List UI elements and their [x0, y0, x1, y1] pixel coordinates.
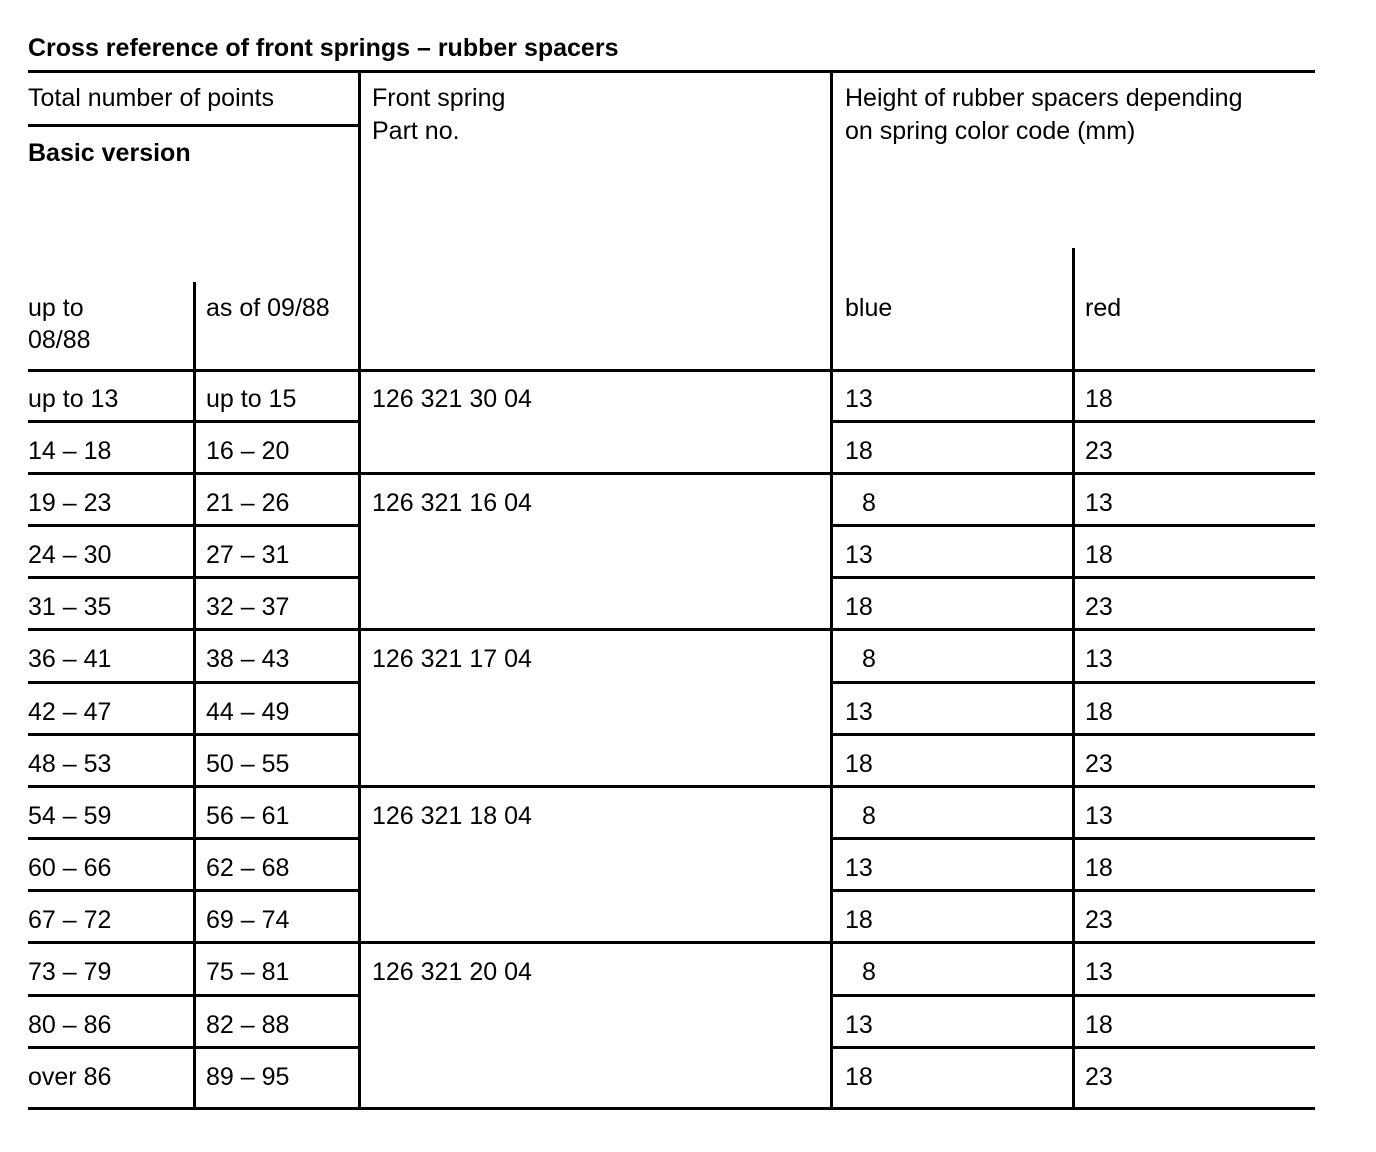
cell-as-of: 62 – 68: [206, 854, 290, 882]
cell-red: 13: [1085, 645, 1113, 673]
cell-red: 18: [1085, 385, 1113, 413]
row-rule-left: [28, 733, 360, 736]
cell-up-to: 60 – 66: [28, 854, 112, 882]
cell-blue: 8: [862, 958, 876, 986]
group-rule: [28, 628, 1315, 631]
group-rule: [28, 785, 1315, 788]
cell-as-of: 38 – 43: [206, 645, 290, 673]
group-rule: [28, 941, 1315, 944]
cell-blue: 18: [845, 593, 873, 621]
cell-up-to: up to 13: [28, 385, 119, 413]
cell-part-no: 126 321 18 04: [372, 802, 532, 830]
red-label: red: [1085, 294, 1122, 322]
cell-red: 23: [1085, 906, 1113, 934]
row-rule-right: [830, 994, 1315, 997]
cell-red: 18: [1085, 854, 1113, 882]
cell-blue: 13: [845, 698, 873, 726]
cell-red: 23: [1085, 1063, 1113, 1091]
cell-up-to: 48 – 53: [28, 750, 112, 778]
row-rule-right: [830, 420, 1315, 423]
cell-up-to: 36 – 41: [28, 645, 112, 673]
cell-blue: 18: [845, 750, 873, 778]
header-top-rule: [28, 70, 1315, 73]
cell-red: 13: [1085, 958, 1113, 986]
row-rule-left: [28, 1046, 360, 1049]
cell-as-of: 44 – 49: [206, 698, 290, 726]
cell-red: 23: [1085, 750, 1113, 778]
row-rule-right: [830, 1046, 1315, 1049]
cell-part-no: 126 321 20 04: [372, 958, 532, 986]
cell-part-no: 126 321 17 04: [372, 645, 532, 673]
row-rule-right: [830, 681, 1315, 684]
cell-up-to: 14 – 18: [28, 437, 112, 465]
cell-blue: 18: [845, 1063, 873, 1091]
cell-as-of: 69 – 74: [206, 906, 290, 934]
cell-up-to: 31 – 35: [28, 593, 112, 621]
row-rule-right: [830, 889, 1315, 892]
up-to-label-line2: 08/88: [28, 326, 91, 354]
cell-blue: 8: [862, 802, 876, 830]
cell-as-of: 89 – 95: [206, 1063, 290, 1091]
cell-up-to: 54 – 59: [28, 802, 112, 830]
cell-blue: 13: [845, 541, 873, 569]
cell-up-to: over 86: [28, 1063, 112, 1091]
red-divider: [1072, 248, 1075, 1110]
cell-blue: 13: [845, 1011, 873, 1039]
cell-red: 18: [1085, 1011, 1113, 1039]
cell-as-of: 16 – 20: [206, 437, 290, 465]
cell-up-to: 67 – 72: [28, 906, 112, 934]
cell-red: 18: [1085, 698, 1113, 726]
row-rule-right: [830, 576, 1315, 579]
as-of-label: as of 09/88: [206, 294, 330, 322]
cell-red: 23: [1085, 593, 1113, 621]
front-spring-label-line1: Front spring: [372, 84, 506, 112]
header-bottom-rule: [28, 369, 1315, 372]
row-rule-left: [28, 889, 360, 892]
cell-as-of: 56 – 61: [206, 802, 290, 830]
cell-up-to: 24 – 30: [28, 541, 112, 569]
cell-blue: 8: [862, 645, 876, 673]
cell-as-of: 50 – 55: [206, 750, 290, 778]
cell-part-no: 126 321 16 04: [372, 489, 532, 517]
cell-as-of: up to 15: [206, 385, 297, 413]
cell-up-to: 42 – 47: [28, 698, 112, 726]
row-rule-left: [28, 681, 360, 684]
height-divider: [830, 70, 833, 1110]
row-rule-left: [28, 420, 360, 423]
total-points-label: Total number of points: [28, 84, 274, 112]
cell-red: 13: [1085, 802, 1113, 830]
cell-as-of: 21 – 26: [206, 489, 290, 517]
row-rule-left: [28, 994, 360, 997]
row-rule-right: [830, 837, 1315, 840]
cell-part-no: 126 321 30 04: [372, 385, 532, 413]
up-to-label-line1: up to: [28, 294, 84, 322]
cell-red: 23: [1085, 437, 1113, 465]
row-rule-left: [28, 837, 360, 840]
group-rule: [28, 472, 1315, 475]
document-title: Cross reference of front springs – rubber spacers: [28, 34, 619, 62]
front-spring-label-line2: Part no.: [372, 117, 460, 145]
cell-blue: 18: [845, 906, 873, 934]
row-rule-right: [830, 524, 1315, 527]
cell-as-of: 27 – 31: [206, 541, 290, 569]
basic-version-label: Basic version: [28, 139, 191, 167]
cell-up-to: 19 – 23: [28, 489, 112, 517]
cell-blue: 18: [845, 437, 873, 465]
cell-up-to: 73 – 79: [28, 958, 112, 986]
front-spring-divider: [358, 70, 361, 1110]
cell-red: 13: [1085, 489, 1113, 517]
blue-label: blue: [845, 294, 893, 322]
cell-blue: 13: [845, 854, 873, 882]
height-label-line1: Height of rubber spacers depending: [845, 84, 1243, 112]
cell-as-of: 82 – 88: [206, 1011, 290, 1039]
cell-blue: 8: [862, 489, 876, 517]
cell-as-of: 32 – 37: [206, 593, 290, 621]
row-rule-right: [830, 733, 1315, 736]
cell-red: 18: [1085, 541, 1113, 569]
cell-blue: 13: [845, 385, 873, 413]
cell-up-to: 80 – 86: [28, 1011, 112, 1039]
row-rule-left: [28, 524, 360, 527]
row-bottom-rule: [28, 1107, 1315, 1110]
total-points-underline: [28, 124, 360, 127]
cell-as-of: 75 – 81: [206, 958, 290, 986]
row-rule-left: [28, 576, 360, 579]
height-label-line2: on spring color code (mm): [845, 117, 1136, 145]
as-of-divider: [193, 282, 196, 1110]
